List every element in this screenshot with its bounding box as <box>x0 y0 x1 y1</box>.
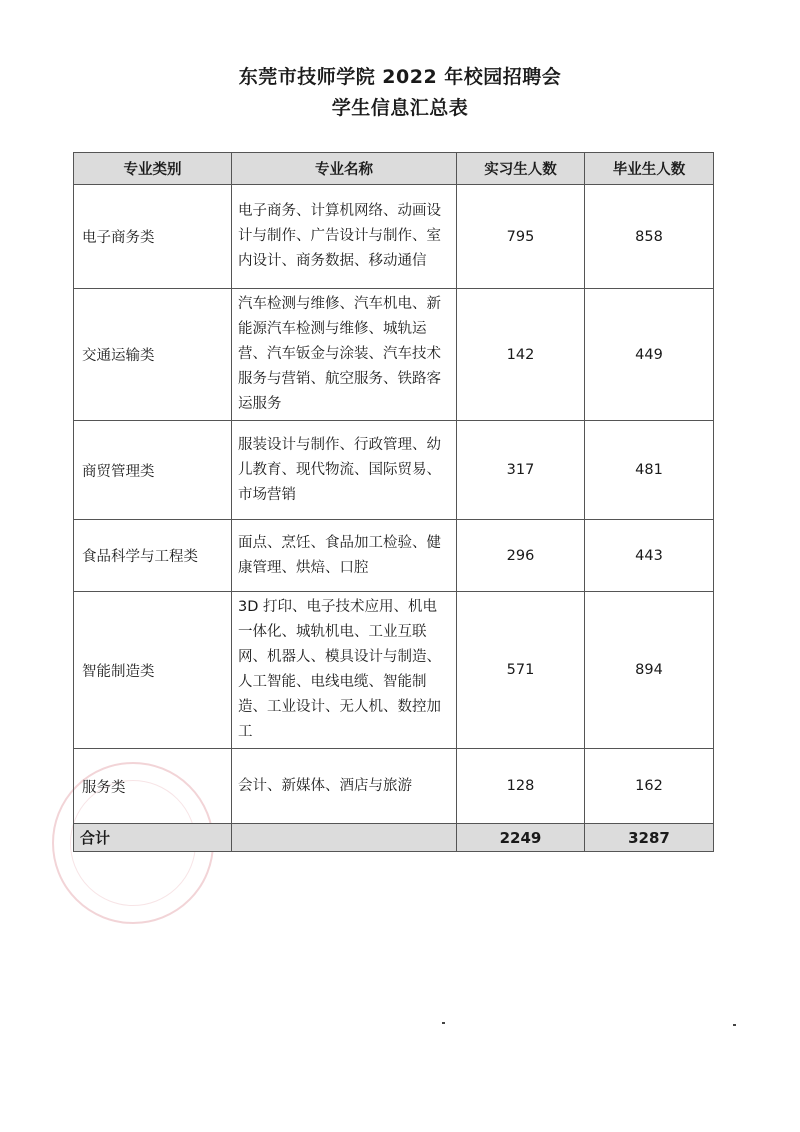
graduates-cell: 858 <box>585 185 714 289</box>
interns-cell: 296 <box>457 520 585 592</box>
header-interns: 实习生人数 <box>457 153 585 185</box>
table-header-row <box>74 153 714 185</box>
header-majors: 专业名称 <box>232 153 457 185</box>
table-row <box>74 421 714 520</box>
total-graduates: 3287 <box>585 824 714 852</box>
title-line-2: 学生信息汇总表 <box>331 97 469 119</box>
student-summary-table <box>73 152 714 852</box>
table-row <box>74 592 714 749</box>
scan-speck <box>442 1022 445 1024</box>
majors-cell: 服装设计与制作、行政管理、幼儿教育、现代物流、国际贸易、市场营销 <box>232 421 457 520</box>
interns-cell: 317 <box>457 421 585 520</box>
majors-cell: 3D 打印、电子技术应用、机电一体化、城轨机电、工业互联网、机器人、模具设计与制造、人工智能、电线电缆、智能制造、工业设计、无人机、数控加工 <box>232 592 457 749</box>
majors-cell: 面点、烹饪、食品加工检验、健康管理、烘焙、口腔 <box>232 520 457 592</box>
total-interns: 2249 <box>457 824 585 852</box>
category-cell: 智能制造类 <box>74 592 232 749</box>
header-graduates: 毕业生人数 <box>585 153 714 185</box>
interns-cell: 142 <box>457 289 585 421</box>
table-row <box>74 749 714 824</box>
graduates-cell: 481 <box>585 421 714 520</box>
total-row <box>74 824 714 852</box>
graduates-cell: 162 <box>585 749 714 824</box>
graduates-cell: 894 <box>585 592 714 749</box>
header-category: 专业类别 <box>74 153 232 185</box>
table-row <box>74 520 714 592</box>
interns-cell: 571 <box>457 592 585 749</box>
category-cell: 食品科学与工程类 <box>74 520 232 592</box>
majors-cell: 汽车检测与维修、汽车机电、新能源汽车检测与维修、城轨运营、汽车钣金与涂装、汽车技术服务与营销、航空服务、铁路客运服务 <box>232 289 457 421</box>
scan-speck <box>733 1024 736 1026</box>
category-cell: 服务类 <box>74 749 232 824</box>
page-title <box>0 62 800 124</box>
table-row <box>74 289 714 421</box>
majors-cell: 会计、新媒体、酒店与旅游 <box>232 749 457 824</box>
total-label: 合计 <box>74 824 232 852</box>
category-cell: 交通运输类 <box>74 289 232 421</box>
title-line-1: 东莞市技师学院 2022 年校园招聘会 <box>238 66 562 88</box>
interns-cell: 128 <box>457 749 585 824</box>
graduates-cell: 449 <box>585 289 714 421</box>
category-cell: 电子商务类 <box>74 185 232 289</box>
table-row <box>74 185 714 289</box>
majors-cell: 电子商务、计算机网络、动画设计与制作、广告设计与制作、室内设计、商务数据、移动通信 <box>232 185 457 289</box>
interns-cell: 795 <box>457 185 585 289</box>
graduates-cell: 443 <box>585 520 714 592</box>
total-majors-empty <box>232 824 457 852</box>
category-cell: 商贸管理类 <box>74 421 232 520</box>
